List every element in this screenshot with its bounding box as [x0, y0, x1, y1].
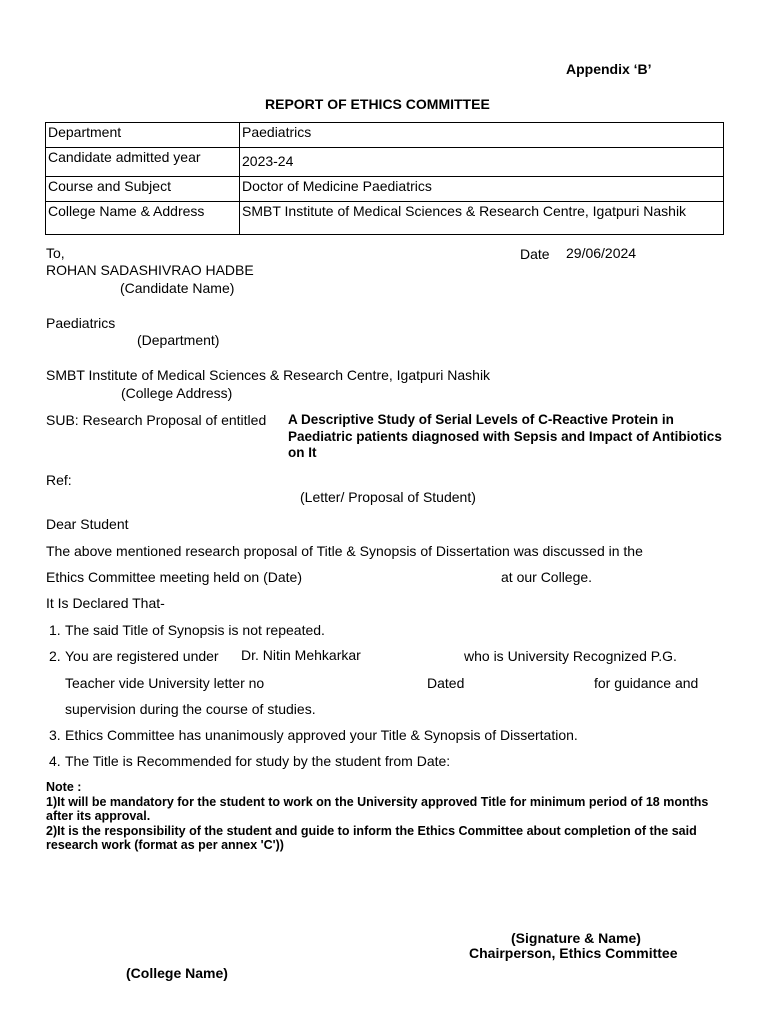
- note-line-2: 2)It is the responsibility of the student and guide to inform the Ethics Committee about completion of the said research work (format as per annex 'C')): [46, 823, 697, 852]
- college-address-caption: (College Address): [121, 385, 233, 401]
- table-row: [46, 177, 724, 202]
- info-table: [45, 122, 724, 235]
- note-line-1: 1)It will be mandatory for the student to work on the University approved Title for minimum period of 18 months after its approval.: [46, 794, 709, 823]
- signature-caption: (Signature & Name): [511, 930, 641, 946]
- department-caption: (Department): [137, 332, 220, 348]
- department-value: Paediatrics: [46, 315, 116, 331]
- item-2-text-b: who is University Recognized P.G.: [464, 648, 677, 664]
- item-1-text: The said Title of Synopsis is not repeated.: [65, 622, 325, 638]
- item-2-line-2c: for guidance and: [594, 675, 699, 691]
- table-row: [46, 123, 724, 148]
- table-cell-label: College Name & Address: [46, 202, 240, 235]
- report-title: REPORT OF ETHICS COMMITTEE: [265, 96, 490, 112]
- item-number: 4.: [49, 753, 61, 769]
- appendix-label: Appendix ‘B’: [566, 61, 652, 77]
- subject-label: SUB: Research Proposal of entitled: [46, 412, 267, 428]
- table-row: [46, 148, 724, 177]
- college-address: SMBT Institute of Medical Sciences & Research Centre, Igatpuri Nashik: [46, 367, 491, 383]
- salutation: Dear Student: [46, 516, 129, 532]
- table-cell-value: Paediatrics: [240, 123, 724, 148]
- body-line-2-right: at our College.: [501, 569, 593, 585]
- note-heading: Note :: [46, 780, 82, 794]
- candidate-name-caption: (Candidate Name): [120, 280, 235, 296]
- to-label: To,: [46, 245, 65, 261]
- college-name-caption: (College Name): [126, 965, 228, 981]
- item-2-line-2a: Teacher vide University letter no: [65, 675, 265, 691]
- date-label: Date: [520, 246, 550, 262]
- item-4-text: The Title is Recommended for study by the student from Date:: [65, 753, 451, 769]
- table-cell-label: Department: [46, 123, 240, 148]
- table-cell-value: Doctor of Medicine Paediatrics: [240, 177, 724, 202]
- research-title: A Descriptive Study of Serial Levels of C-Reactive Protein in Paediatric patients diagnosed with Sepsis and Impact of Antibiotics on It: [288, 412, 722, 460]
- ref-caption: (Letter/ Proposal of Student): [300, 489, 476, 505]
- item-2-line-3: supervision during the course of studies.: [65, 701, 316, 717]
- item-number: 3.: [49, 727, 61, 743]
- item-2-text-a: You are registered under: [65, 648, 219, 664]
- body-line-1: The above mentioned research proposal of Title & Synopsis of Dissertation was discussed in the: [46, 543, 643, 559]
- body-line-2-left: Ethics Committee meeting held on (Date): [46, 569, 302, 585]
- table-cell-label: Course and Subject: [46, 177, 240, 202]
- item-number: 1.: [49, 622, 61, 638]
- item-2-line-2b: Dated: [427, 675, 465, 691]
- table-cell-value: SMBT Institute of Medical Sciences & Research Centre, Igatpuri Nashik: [240, 202, 724, 235]
- date-value: 29/06/2024: [566, 245, 637, 261]
- table-row: [46, 202, 724, 235]
- item-3-text: Ethics Committee has unanimously approved your Title & Synopsis of Dissertation.: [65, 727, 578, 743]
- guide-name: Dr. Nitin Mehkarkar: [241, 647, 361, 663]
- ref-label: Ref:: [46, 472, 72, 488]
- table-cell-value: 2023-24: [240, 148, 724, 177]
- item-number: 2.: [49, 648, 61, 664]
- candidate-name: ROHAN SADASHIVRAO HADBE: [46, 262, 254, 278]
- table-cell-label: Candidate admitted year: [46, 148, 240, 177]
- chairperson-caption: Chairperson, Ethics Committee: [469, 945, 678, 961]
- note-block: [46, 780, 736, 853]
- declared-heading: It Is Declared That-: [46, 595, 165, 611]
